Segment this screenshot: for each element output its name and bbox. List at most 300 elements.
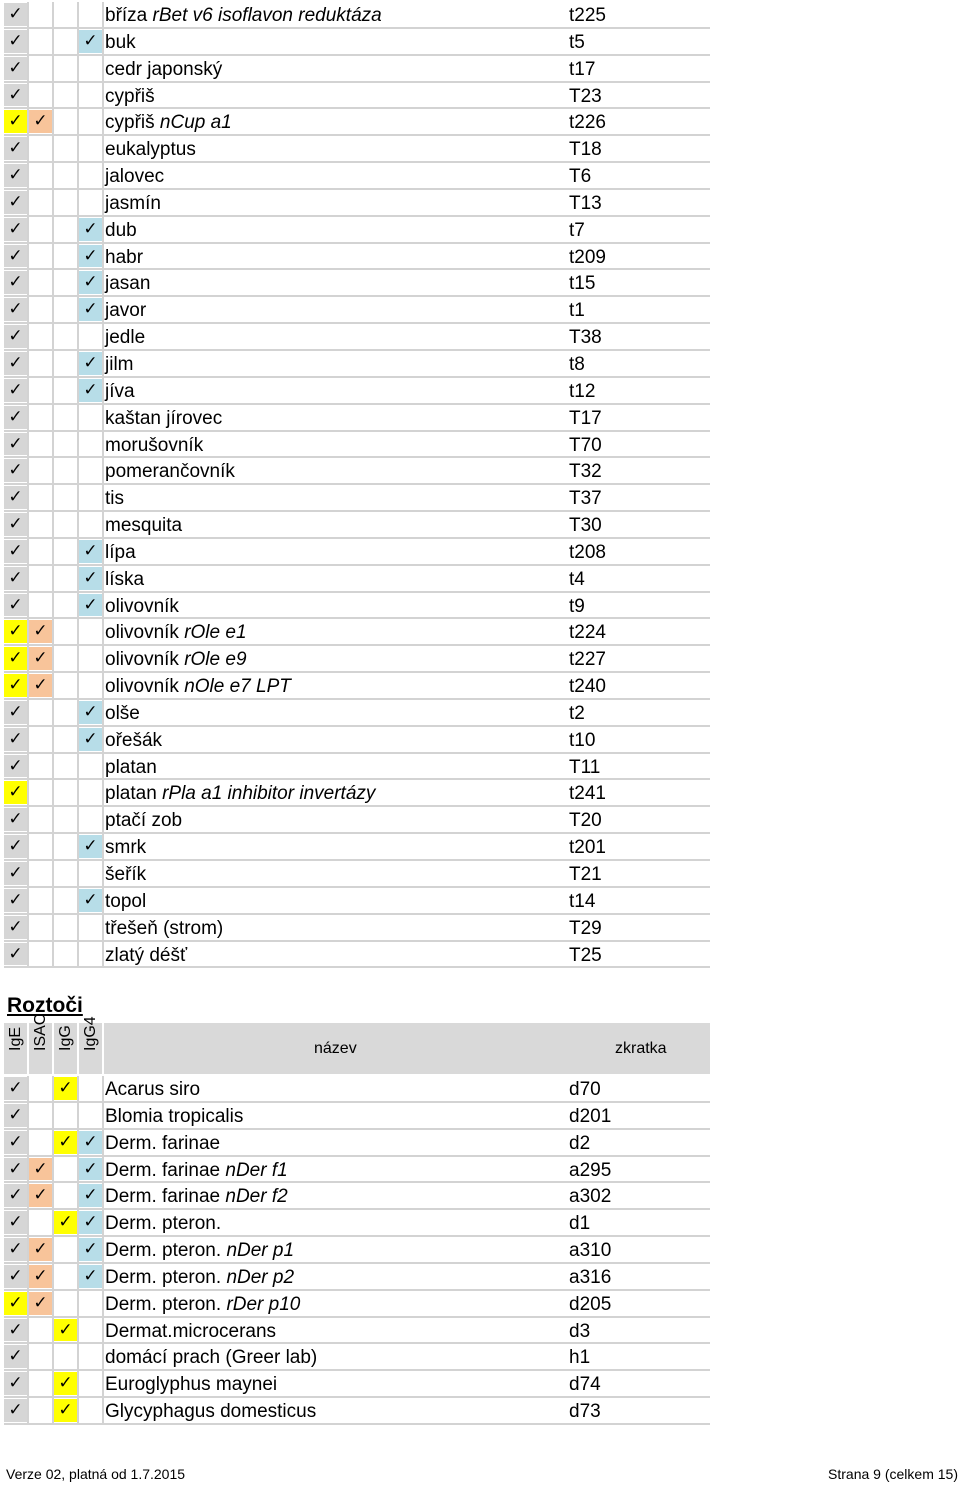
ige-cell xyxy=(4,245,27,268)
igg4-cell xyxy=(79,540,102,563)
header-code: zkratka xyxy=(615,1040,667,1057)
checkmark-icon: ✓ xyxy=(8,594,23,615)
table-row xyxy=(4,727,710,754)
allergen-code: t12 xyxy=(569,380,596,402)
checkmark-icon: ✓ xyxy=(83,352,98,373)
checkmark-icon: ✓ xyxy=(83,1265,98,1286)
allergen-name-text: líska xyxy=(105,568,145,590)
allergen-code: t4 xyxy=(569,568,585,590)
igg4-cell xyxy=(79,3,102,26)
table-row xyxy=(4,83,710,110)
igg-cell xyxy=(54,30,77,53)
checkmark-icon: ✓ xyxy=(33,1292,48,1313)
ige-cell xyxy=(4,943,27,966)
column-separator xyxy=(102,1237,104,1262)
mites-table-header xyxy=(4,1013,710,1076)
igg4-cell xyxy=(79,808,102,831)
allergen-code: t2 xyxy=(569,702,585,724)
igg4-cell xyxy=(79,1265,102,1288)
allergen-name xyxy=(105,1130,220,1155)
checkmark-icon: ✓ xyxy=(8,218,23,239)
header-name: název xyxy=(314,1040,357,1057)
igg4-cell xyxy=(79,1292,102,1315)
column-separator xyxy=(102,942,104,967)
checkmark-icon: ✓ xyxy=(8,138,23,159)
table-row xyxy=(4,1076,710,1103)
table-row xyxy=(4,1210,710,1237)
checkmark-icon: ✓ xyxy=(83,1131,98,1152)
checkmark-icon: ✓ xyxy=(8,1239,23,1260)
ige-cell xyxy=(4,1184,27,1207)
isac-cell xyxy=(29,889,52,912)
header-ige xyxy=(4,1023,27,1073)
table-row xyxy=(4,1291,710,1318)
ige-cell xyxy=(4,540,27,563)
allergen-name-text: lípa xyxy=(105,541,136,563)
column-separator xyxy=(102,2,104,27)
ige-cell xyxy=(4,835,27,858)
allergen-code: T13 xyxy=(569,192,602,214)
checkmark-icon: ✓ xyxy=(8,1212,23,1233)
igg4-cell xyxy=(79,620,102,643)
header-igg xyxy=(54,1023,77,1073)
igg4-cell xyxy=(79,728,102,751)
column-separator xyxy=(102,1103,104,1128)
igg4-cell xyxy=(79,352,102,375)
allergen-name xyxy=(105,244,143,269)
allergen-name xyxy=(105,861,146,886)
allergen-code: t10 xyxy=(569,729,596,751)
table-row xyxy=(4,190,710,217)
allergen-component: nDer f2 xyxy=(225,1186,288,1208)
igg-cell xyxy=(54,433,77,456)
ige-cell xyxy=(4,781,27,804)
allergen-code: T20 xyxy=(569,810,602,832)
ige-cell xyxy=(4,137,27,160)
igg4-cell xyxy=(79,271,102,294)
igg4-cell xyxy=(79,835,102,858)
column-separator xyxy=(102,56,104,81)
column-separator xyxy=(102,485,104,510)
table-row xyxy=(4,1130,710,1157)
allergen-name xyxy=(105,270,150,295)
isac-cell xyxy=(29,701,52,724)
igg4-cell xyxy=(79,1211,102,1234)
checkmark-icon: ✓ xyxy=(83,594,98,615)
checkmark-icon: ✓ xyxy=(58,1212,73,1233)
column-separator xyxy=(102,1157,104,1182)
igg4-cell xyxy=(79,110,102,133)
allergen-code: t5 xyxy=(569,31,585,53)
igg4-cell xyxy=(79,459,102,482)
allergen-code: t208 xyxy=(569,541,606,563)
igg-cell xyxy=(54,486,77,509)
allergen-code: T25 xyxy=(569,944,602,966)
allergen-code: T38 xyxy=(569,327,602,349)
table-row xyxy=(4,351,710,378)
igg4-cell xyxy=(79,889,102,912)
isac-cell xyxy=(29,1399,52,1422)
column-separator xyxy=(102,807,104,832)
allergen-name-text: morušovník xyxy=(105,434,204,456)
isac-cell xyxy=(29,110,52,133)
igg-cell xyxy=(54,1372,77,1395)
checkmark-icon: ✓ xyxy=(83,1158,98,1179)
igg-cell xyxy=(54,1184,77,1207)
allergen-name-text: Derm. farinae xyxy=(105,1159,221,1181)
footer-version: Verze 02, platná od 1.7.2015 xyxy=(6,1466,186,1482)
allergen-name xyxy=(105,727,162,752)
allergen-name xyxy=(105,1157,288,1182)
column-separator xyxy=(102,270,104,295)
checkmark-icon: ✓ xyxy=(8,84,23,105)
igg-cell xyxy=(54,755,77,778)
column-separator xyxy=(102,29,104,54)
isac-cell xyxy=(29,164,52,187)
igg4-cell xyxy=(79,30,102,53)
checkmark-icon: ✓ xyxy=(8,889,23,910)
checkmark-icon: ✓ xyxy=(8,4,23,24)
checkmark-icon: ✓ xyxy=(83,272,98,293)
allergen-name xyxy=(105,512,182,537)
checkmark-icon: ✓ xyxy=(8,675,23,696)
allergen-name-text: jedle xyxy=(105,327,146,349)
isac-cell xyxy=(29,486,52,509)
table-row xyxy=(4,807,710,834)
allergen-component: nCup a1 xyxy=(159,112,232,134)
allergen-name xyxy=(105,1264,294,1289)
allergen-name xyxy=(105,1237,294,1262)
column-separator xyxy=(102,593,104,618)
igg4-cell xyxy=(79,486,102,509)
column-separator xyxy=(102,1076,104,1101)
column-separator xyxy=(102,351,104,376)
allergen-code: T17 xyxy=(569,407,602,429)
igg4-cell xyxy=(79,245,102,268)
allergen-name xyxy=(105,807,182,832)
igg4-cell xyxy=(79,1345,102,1368)
isac-cell xyxy=(29,57,52,80)
checkmark-icon: ✓ xyxy=(58,1078,73,1098)
allergen-name xyxy=(105,351,134,376)
allergen-code: T11 xyxy=(569,756,601,778)
allergen-code: T32 xyxy=(569,461,602,483)
isac-cell xyxy=(29,1104,52,1127)
ige-cell xyxy=(4,84,27,107)
ige-cell xyxy=(4,647,27,670)
igg-cell xyxy=(54,1345,77,1368)
table-row xyxy=(4,861,710,888)
allergen-name-text: cypřiš xyxy=(105,85,155,107)
isac-cell xyxy=(29,352,52,375)
header-isac-label: ISAC xyxy=(31,1013,49,1051)
column-separator xyxy=(102,619,104,644)
igg4-cell xyxy=(79,567,102,590)
column-separator xyxy=(102,754,104,779)
isac-cell xyxy=(29,620,52,643)
igg4-cell xyxy=(79,1184,102,1207)
allergen-name-text: bříza xyxy=(105,5,148,26)
column-separator xyxy=(102,646,104,671)
checkmark-icon: ✓ xyxy=(83,889,98,910)
igg-cell xyxy=(54,137,77,160)
allergen-name-text: jasmín xyxy=(105,192,161,214)
allergen-name-text: habr xyxy=(105,246,144,268)
igg-cell xyxy=(54,84,77,107)
isac-cell xyxy=(29,513,52,536)
isac-cell xyxy=(29,379,52,402)
allergen-name-text: platan xyxy=(105,783,157,805)
isac-cell xyxy=(29,137,52,160)
table-row xyxy=(4,2,710,29)
ige-cell xyxy=(4,1372,27,1395)
table-row xyxy=(4,593,710,620)
igg-cell xyxy=(54,459,77,482)
igg4-cell xyxy=(79,674,102,697)
isac-cell xyxy=(29,245,52,268)
allergen-code: d3 xyxy=(569,1320,591,1342)
table-row xyxy=(4,56,710,83)
isac-cell xyxy=(29,808,52,831)
table-row xyxy=(4,834,710,861)
isac-cell xyxy=(29,1238,52,1261)
table-row xyxy=(4,539,710,566)
column-separator xyxy=(102,190,104,215)
checkmark-icon: ✓ xyxy=(8,1158,23,1179)
isac-cell xyxy=(29,30,52,53)
isac-cell xyxy=(29,1211,52,1234)
checkmark-icon: ✓ xyxy=(8,299,23,320)
allergen-name-text: olivovník xyxy=(105,649,179,671)
checkmark-icon: ✓ xyxy=(8,245,23,266)
isac-cell xyxy=(29,1077,52,1100)
table-row xyxy=(4,1237,710,1264)
allergen-name-text: třešeň (strom) xyxy=(105,917,224,939)
allergen-component: rOle e9 xyxy=(184,649,247,671)
igg4-cell xyxy=(79,57,102,80)
allergen-name-text: platan xyxy=(105,756,157,778)
ige-cell xyxy=(4,1238,27,1261)
igg-cell xyxy=(54,1077,77,1100)
igg4-cell xyxy=(79,1372,102,1395)
igg-cell xyxy=(54,1399,77,1422)
ige-cell xyxy=(4,486,27,509)
allergen-name xyxy=(105,56,222,81)
ige-cell xyxy=(4,57,27,80)
table-row xyxy=(4,1183,710,1210)
column-separator xyxy=(102,109,104,134)
allergen-name xyxy=(105,1183,288,1208)
allergen-code: a295 xyxy=(569,1159,612,1181)
column-separator xyxy=(102,1210,104,1235)
allergen-code: T70 xyxy=(569,434,602,456)
allergen-name-text: jalovec xyxy=(105,166,165,188)
allergen-code: T23 xyxy=(569,85,602,107)
ige-cell xyxy=(4,1158,27,1181)
column-separator xyxy=(102,727,104,752)
igg-cell xyxy=(54,916,77,939)
allergen-name-text: Derm. pteron. xyxy=(105,1293,222,1315)
checkmark-icon: ✓ xyxy=(8,352,23,373)
igg4-cell xyxy=(79,191,102,214)
allergen-name-text: Dermat.microcerans xyxy=(105,1320,277,1342)
allergen-code: d73 xyxy=(569,1401,601,1423)
allergen-code: T37 xyxy=(569,488,602,510)
igg4-cell xyxy=(79,218,102,241)
column-separator xyxy=(102,1318,104,1343)
checkmark-icon: ✓ xyxy=(83,218,98,239)
header-igg-label: IgG xyxy=(56,1025,74,1051)
isac-cell xyxy=(29,459,52,482)
ige-cell xyxy=(4,3,27,26)
allergen-name xyxy=(105,405,222,430)
allergen-name-text: zlatý déšť xyxy=(105,944,188,966)
ige-cell xyxy=(4,271,27,294)
igg4-cell xyxy=(79,164,102,187)
ige-cell xyxy=(4,889,27,912)
ige-cell xyxy=(4,433,27,456)
checkmark-icon: ✓ xyxy=(8,1373,23,1394)
allergen-name-text: dub xyxy=(105,219,137,241)
checkmark-icon: ✓ xyxy=(83,245,98,266)
table-row xyxy=(4,485,710,512)
ige-cell xyxy=(4,620,27,643)
allergen-name-text: olivovník xyxy=(105,595,179,617)
isac-cell xyxy=(29,191,52,214)
allergen-name-text: olše xyxy=(105,702,140,724)
igg4-cell xyxy=(79,781,102,804)
igg4-cell xyxy=(79,1238,102,1261)
allergen-component: nDer p2 xyxy=(226,1266,295,1288)
checkmark-icon: ✓ xyxy=(8,272,23,293)
header-igg4 xyxy=(79,1016,102,1073)
checkmark-icon: ✓ xyxy=(8,1292,23,1313)
column-separator xyxy=(102,1264,104,1289)
igg-cell xyxy=(54,245,77,268)
allergen-name xyxy=(105,1318,276,1343)
allergen-code: t227 xyxy=(569,649,606,671)
table-row xyxy=(4,754,710,781)
igg-cell xyxy=(54,540,77,563)
allergen-name-text: jilm xyxy=(105,353,134,375)
allergen-name xyxy=(105,324,145,349)
checkmark-icon: ✓ xyxy=(33,111,48,132)
allergen-code: d70 xyxy=(569,1079,601,1100)
igg-cell xyxy=(54,513,77,536)
allergen-name-text: olivovník xyxy=(105,676,179,698)
igg-cell xyxy=(54,110,77,133)
isac-cell xyxy=(29,540,52,563)
allergen-component: nDer f1 xyxy=(225,1159,288,1181)
allergen-name xyxy=(105,700,140,725)
ige-cell xyxy=(4,862,27,885)
igg4-cell xyxy=(79,755,102,778)
allergen-component: nOle e7 LPT xyxy=(184,676,291,698)
checkmark-icon: ✓ xyxy=(8,1400,23,1421)
igg4-cell xyxy=(79,1158,102,1181)
igg4-cell xyxy=(79,862,102,885)
checkmark-icon: ✓ xyxy=(83,299,98,320)
table-row xyxy=(4,888,710,915)
ige-cell xyxy=(4,1265,27,1288)
allergen-name xyxy=(105,780,375,805)
allergen-code: d205 xyxy=(569,1293,612,1315)
table-row xyxy=(4,324,710,351)
checkmark-icon: ✓ xyxy=(8,406,23,427)
allergen-component: nDer p1 xyxy=(226,1240,295,1262)
table-row xyxy=(4,217,710,244)
ige-cell xyxy=(4,191,27,214)
igg-cell xyxy=(54,271,77,294)
ige-cell xyxy=(4,513,27,536)
ige-cell xyxy=(4,218,27,241)
allergen-component: rOle e1 xyxy=(184,622,247,644)
allergen-code: d1 xyxy=(569,1213,591,1235)
ige-cell xyxy=(4,701,27,724)
checkmark-icon: ✓ xyxy=(8,111,23,132)
igg4-cell xyxy=(79,647,102,670)
checkmark-icon: ✓ xyxy=(33,648,48,669)
ige-cell xyxy=(4,1077,27,1100)
allergen-code: t225 xyxy=(569,5,606,26)
isac-cell xyxy=(29,1131,52,1154)
allergen-name xyxy=(105,297,146,322)
igg-cell xyxy=(54,406,77,429)
igg-cell xyxy=(54,352,77,375)
table-row xyxy=(4,432,710,459)
table-row xyxy=(4,1371,710,1398)
igg-cell xyxy=(54,1292,77,1315)
igg4-cell xyxy=(79,1399,102,1422)
isac-cell xyxy=(29,1158,52,1181)
allergen-code: T30 xyxy=(569,515,602,537)
column-separator xyxy=(102,378,104,403)
igg-cell xyxy=(54,674,77,697)
allergen-name xyxy=(105,2,382,27)
checkmark-icon: ✓ xyxy=(83,1212,98,1233)
ige-cell xyxy=(4,1211,27,1234)
igg-cell xyxy=(54,594,77,617)
igg-cell xyxy=(54,57,77,80)
allergen-code: t201 xyxy=(569,837,606,859)
checkmark-icon: ✓ xyxy=(83,567,98,588)
column-separator xyxy=(102,1183,104,1208)
allergen-code: t14 xyxy=(569,890,596,912)
table-row xyxy=(4,297,710,324)
igg4-cell xyxy=(79,433,102,456)
checkmark-icon: ✓ xyxy=(8,728,23,749)
allergen-name-text: Euroglyphus maynei xyxy=(105,1374,278,1396)
checkmark-icon: ✓ xyxy=(33,621,48,642)
allergen-name xyxy=(105,432,203,457)
allergen-name-text: Glycyphagus domesticus xyxy=(105,1401,317,1423)
checkmark-icon: ✓ xyxy=(8,755,23,776)
allergen-name-text: domácí prach (Greer lab) xyxy=(105,1347,318,1369)
isac-cell xyxy=(29,674,52,697)
column-separator xyxy=(102,458,104,483)
allergen-component: rBet v6 isoflavon reduktáza xyxy=(152,5,382,26)
table-row xyxy=(4,1264,710,1291)
allergen-name xyxy=(105,485,124,510)
checkmark-icon: ✓ xyxy=(8,30,23,51)
ige-cell xyxy=(4,406,27,429)
table-row xyxy=(4,1398,710,1425)
column-separator xyxy=(102,405,104,430)
allergen-code: d201 xyxy=(569,1105,612,1127)
isac-cell xyxy=(29,594,52,617)
checkmark-icon: ✓ xyxy=(8,621,23,642)
allergen-name xyxy=(105,83,155,108)
